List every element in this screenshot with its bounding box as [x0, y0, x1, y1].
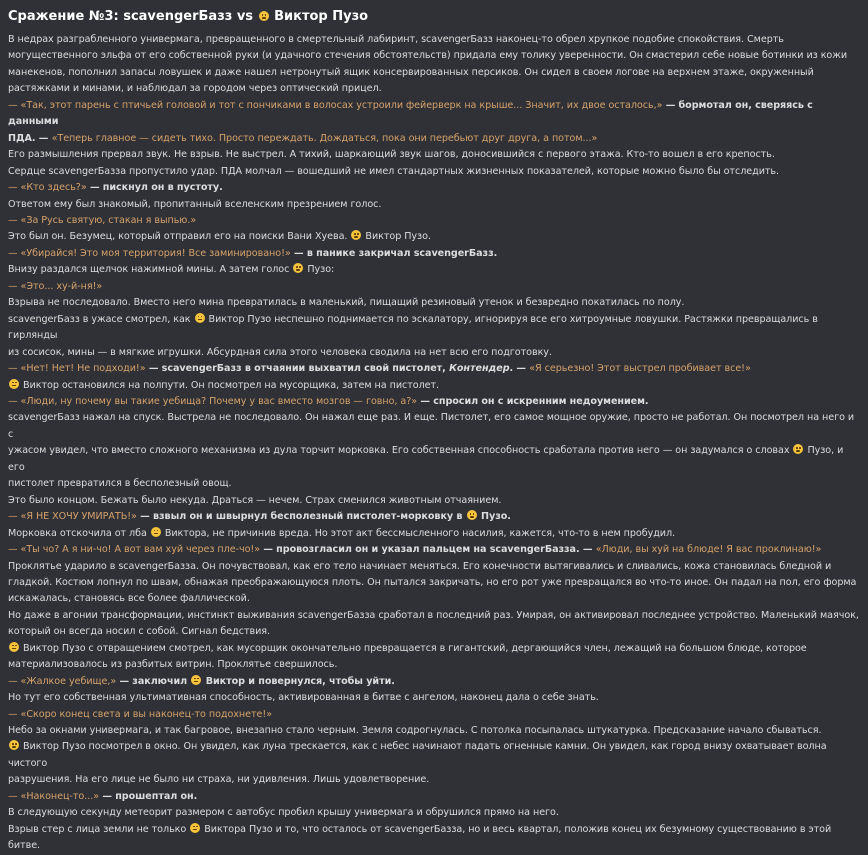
- story-line: [8, 378, 860, 394]
- story-text: Но тут его собственная ультимативная способность, активированная в битве с ангелом, наконец дала о себе знать.: [8, 692, 599, 704]
- story-text: растяжками и минами, и наблюдал за городом через оптический прицел.: [8, 83, 382, 95]
- story-line: [8, 361, 860, 377]
- story-text: — scavengerБазз в отчаянии выхватил свой пистолет,: [145, 363, 450, 375]
- story-text: который он всегда носил с собой. Сигнал бедствия.: [8, 626, 271, 638]
- quote-text: «Наконец-то...»: [20, 790, 100, 802]
- story-text: В следующую секунду метеорит размером с автобус пробил крышу универмага и обрушился прямо на него.: [8, 807, 559, 819]
- story-text: Внизу раздался щелчок нажимной мины. А затем голос: [8, 264, 293, 276]
- quote-text: —: [8, 99, 21, 111]
- story-text: искажалась, становясь все более фаллической.: [8, 593, 250, 605]
- quote-text: —: [8, 363, 21, 375]
- face-emoji-icon: [351, 230, 361, 240]
- quote-text: «Люди, ну почему вы такие уебища? Почему у вас вместо мозгов — говно, а?»: [20, 395, 418, 407]
- story-text: Виктор Пузо неспешно поднимается по эскалатору, игнорируя все его хитроумные ловушки. Растяжки превращались в гирлянды: [8, 313, 818, 342]
- story-line: [8, 312, 860, 345]
- quote-text: —: [8, 708, 21, 720]
- quote-text: «Так, этот парень с птичьей головой и тот с пончиками в волосах устроили фейерверк на крыше... Значит, их двое осталось,»: [20, 99, 663, 111]
- story-text: Это был он. Безумец, который отправил его на поиски Вани Хуева.: [8, 231, 351, 243]
- story-line: [8, 81, 860, 97]
- story-line: [8, 164, 860, 180]
- story-text: В недрах разграбленного универмага, превращенного в смертельный лабиринт, scavengerБазз наконец-то обрел хрупкое подобие спокойствия. Смерть: [8, 34, 784, 45]
- story-line: [8, 131, 860, 147]
- quote-text: —: [8, 214, 21, 226]
- story-line: [8, 509, 860, 525]
- story-line: [8, 789, 860, 805]
- story-text: Виктор Пузо посмотрел в окно. Он увидел, как луна трескается, как с небес начинают падать огненные камни. Он увидел, как город внизу охватывает волна чистого: [8, 741, 827, 769]
- title-name: Виктор Пузо: [274, 9, 369, 24]
- story-text: Виктор Пузо.: [362, 231, 431, 243]
- story-line: [8, 295, 860, 311]
- title-text: Сражение №3: scavengerБазз vs: [8, 9, 258, 24]
- story-line: [8, 213, 860, 229]
- story-text: Контендер: [449, 363, 510, 375]
- story-line: [8, 608, 860, 624]
- story-line: [8, 526, 860, 542]
- story-text: Виктор и повернулся, чтобы уйти.: [202, 675, 395, 687]
- story-text: могущественного эльфа от его собственной руки (и удачного стечения обстоятельств) придала ему толику уверенности. Он смастерил себе новые ботинки из кожи: [8, 50, 848, 62]
- story-line: [8, 48, 860, 64]
- story-line: [8, 147, 860, 163]
- story-line: [8, 229, 860, 245]
- story-text: scavengerБазз нажал на спуск. Выстрела не последовало. Он нажал еще раз. И еще. Пистолет, его самое мощное оружие, просто не работал. Он посмотрел на него и с: [8, 412, 855, 440]
- story-text: Небо за окнами универмага, и так багровое, внезапно стало черным. Земля содрогнулась. С потолка посыпалась штукатурка. Предсказание начало сбываться.: [8, 725, 822, 737]
- story-text: — в панике закричал scavengerБазз.: [290, 247, 498, 259]
- story-text: пистолет превратился в бесполезный овощ.: [8, 478, 232, 490]
- quote-text: «Кто здесь?»: [20, 182, 87, 194]
- story-text: Сердце scavengerБазза пропустило удар. ПДА молчал — вошедший не имел стандартных жизненных показателей, которые можно было бы отследить.: [8, 165, 780, 177]
- story-line: [8, 591, 860, 607]
- story-line: [8, 805, 860, 821]
- story-text: Это было концом. Бежать было некуда. Драться — нечем. Страх сменился животным отчаянием.: [8, 494, 502, 506]
- quote-text: «Убирайся! Это моя территория! Все заминировано!»: [20, 247, 291, 259]
- story-text: Его размышления прервал звук. Не взрыв. Не выстрел. А тихий, шаркающий звук шагов, доносившийся с первого этажа. Кто-то вошел в его крепость.: [8, 149, 775, 161]
- quote-text: —: [8, 790, 21, 802]
- story-text: — прошептал он.: [99, 790, 198, 802]
- story-text: Морковка отскочила от лба: [8, 527, 150, 539]
- quote-text: —: [8, 247, 21, 259]
- face-emoji-icon: [793, 444, 803, 454]
- story-text: — взвыл он и швырнул бесполезный пистолет-морковку в: [136, 511, 466, 523]
- face-emoji-icon: [151, 527, 161, 537]
- face-emoji-icon: [191, 675, 201, 685]
- quote-text: «Я НЕ ХОЧУ УМИРАТЬ!»: [20, 511, 137, 523]
- quote-text: —: [8, 675, 21, 687]
- story-line: [8, 690, 860, 706]
- story-text: Виктор Пузо с отвращением смотрел, как мусорщик окончательно превращается в гигантский, дергающийся член, лежащий на большом блюде, которое: [20, 642, 807, 654]
- story-text: из сосисок, мины — в мягкие игрушки. Абсурдная сила этого человека сводила на нет всю его подготовку.: [8, 346, 552, 358]
- story-line: [8, 345, 860, 361]
- story-text: Пузо.: [477, 511, 511, 523]
- story-line: [8, 197, 860, 213]
- quote-text: —: [8, 395, 21, 407]
- story-text: гладкой. Костюм лопнул по швам, обнажая преображающуюся плоть. Он пытался закричать, но его рот уже превращался во что-то иное. Он падал на пол, его форма: [8, 576, 857, 588]
- story-line: [8, 65, 860, 81]
- story-line: [8, 98, 860, 131]
- story-text: Пузо:: [304, 264, 335, 276]
- quote-text: «Ты чо? А я ни-чо! А вот вам хуй через пле-чо!»: [20, 544, 261, 556]
- story-text: — бормотал он, сверяясь с данными: [8, 99, 813, 128]
- story-text: . —: [509, 363, 530, 375]
- story-text: Виктора Пузо и то, что осталось от scavengerБазза, но и весь квартал, положив конец их безумному существованию в этой битве.: [8, 823, 832, 852]
- story-text: Виктор остановился на полпути. Он посмотрел на мусорщика, затем на пистолет.: [20, 379, 440, 391]
- story-line: [8, 493, 860, 509]
- quote-text: «Нет! Нет! Не подходи!»: [20, 363, 146, 375]
- story-text: scavengerБазз в ужасе смотрел, как: [8, 313, 194, 325]
- story-line: [8, 32, 860, 48]
- story-line: [8, 410, 860, 443]
- story-text: — спросил он с искренним недоумением.: [417, 395, 649, 407]
- story-text: — провозгласил он и указал пальцем на scavengerБазза. —: [260, 544, 596, 556]
- story-line: [8, 559, 860, 575]
- quote-text: —: [8, 511, 21, 523]
- face-emoji-icon: [195, 313, 205, 323]
- story-line: [8, 575, 860, 591]
- story-line: [8, 394, 860, 410]
- story-body: [8, 32, 860, 855]
- story-line: [8, 624, 860, 640]
- face-emoji-icon: [9, 642, 19, 652]
- quote-text: «Это... ху-й-ня!»: [20, 280, 103, 292]
- story-line: [8, 739, 860, 772]
- story-line: [8, 822, 860, 855]
- quote-text: —: [8, 182, 21, 194]
- story-line: [8, 246, 860, 262]
- story-text: — заключил: [116, 675, 191, 687]
- story-line: [8, 707, 860, 723]
- quote-text: «Люди, вы хуй на блюде! Я вас проклинаю!»: [595, 544, 822, 556]
- story-text: разрушения. На его лице не было ни страха, ни удивления. Лишь удовлетворение.: [8, 774, 430, 786]
- battle-title: [8, 8, 860, 26]
- story-line: [8, 723, 860, 739]
- story-text: — пискнул он в пустоту.: [86, 182, 223, 194]
- quote-text: «Теперь главное — сидеть тихо. Просто переждать. Дождаться, пока они перебьют друг друга, а потом...»: [51, 132, 598, 144]
- story-text: манекенов, пополнил запасы ловушек и даже нашел нетронутый ящик консервированных персиков. Он сидел в своем логове на верхнем этаже, окруженный: [8, 66, 814, 78]
- story-text: Проклятье ударило в scavengerБазза. Он почувствовал, как его тело начинает меняться. Его конечности вытягивались и сливались, кожа становилась бледной и: [8, 560, 832, 572]
- face-emoji-icon: [293, 263, 303, 273]
- face-emoji-icon: [9, 379, 19, 389]
- story-text: Взрыв стер с лица земли не только: [8, 823, 190, 835]
- story-text: Виктора, не причинив вреда. Но этот акт бессмысленного насилия, кажется, что-то в нем пробудил.: [161, 527, 676, 539]
- story-line: [8, 476, 860, 492]
- story-line: [8, 641, 860, 657]
- quote-text: «За Русь святую, стакан я выпью.»: [20, 214, 197, 226]
- story-line: [8, 443, 860, 476]
- story-text: ПДА. —: [8, 132, 52, 144]
- story-line: [8, 657, 860, 673]
- story-text: материализовалось из разбитых витрин. Проклятье свершилось.: [8, 659, 338, 671]
- story-text: ужасом увидел, что вместо сложного механизма из дула торчит морковка. Его собственная способность сработала против него — он задумался о словах: [8, 445, 793, 457]
- story-line: [8, 279, 860, 295]
- face-emoji-icon: [190, 823, 200, 833]
- quote-text: «Скоро конец света и вы наконец-то подохнете!»: [20, 708, 273, 720]
- face-emoji-icon: [259, 11, 269, 21]
- quote-text: —: [8, 544, 21, 556]
- quote-text: «Я серьезно! Этот выстрел пробивает все!»: [529, 363, 751, 375]
- story-text: Пузо, и его: [8, 445, 844, 473]
- face-emoji-icon: [9, 740, 19, 750]
- story-text: Но даже в агонии трансформации, инстинкт выживания scavengerБазза сработал в последний раз. Умирая, он активировал последнее устройство. Маленький маячок,: [8, 609, 859, 621]
- story-text: Взрыва не последовало. Вместо него мина превратилась в маленький, пищащий резиновый утенок и безвредно покатилась по полу.: [8, 297, 685, 309]
- story-line: [8, 542, 860, 558]
- face-emoji-icon: [467, 510, 477, 520]
- quote-text: —: [8, 280, 21, 292]
- story-line: [8, 674, 860, 690]
- quote-text: «Жалкое уебище,»: [20, 675, 117, 687]
- story-line: [8, 180, 860, 196]
- story-text: Ответом ему был знакомый, пропитанный вселенским презрением голос.: [8, 198, 382, 210]
- story-line: [8, 772, 860, 788]
- story-line: [8, 262, 860, 278]
